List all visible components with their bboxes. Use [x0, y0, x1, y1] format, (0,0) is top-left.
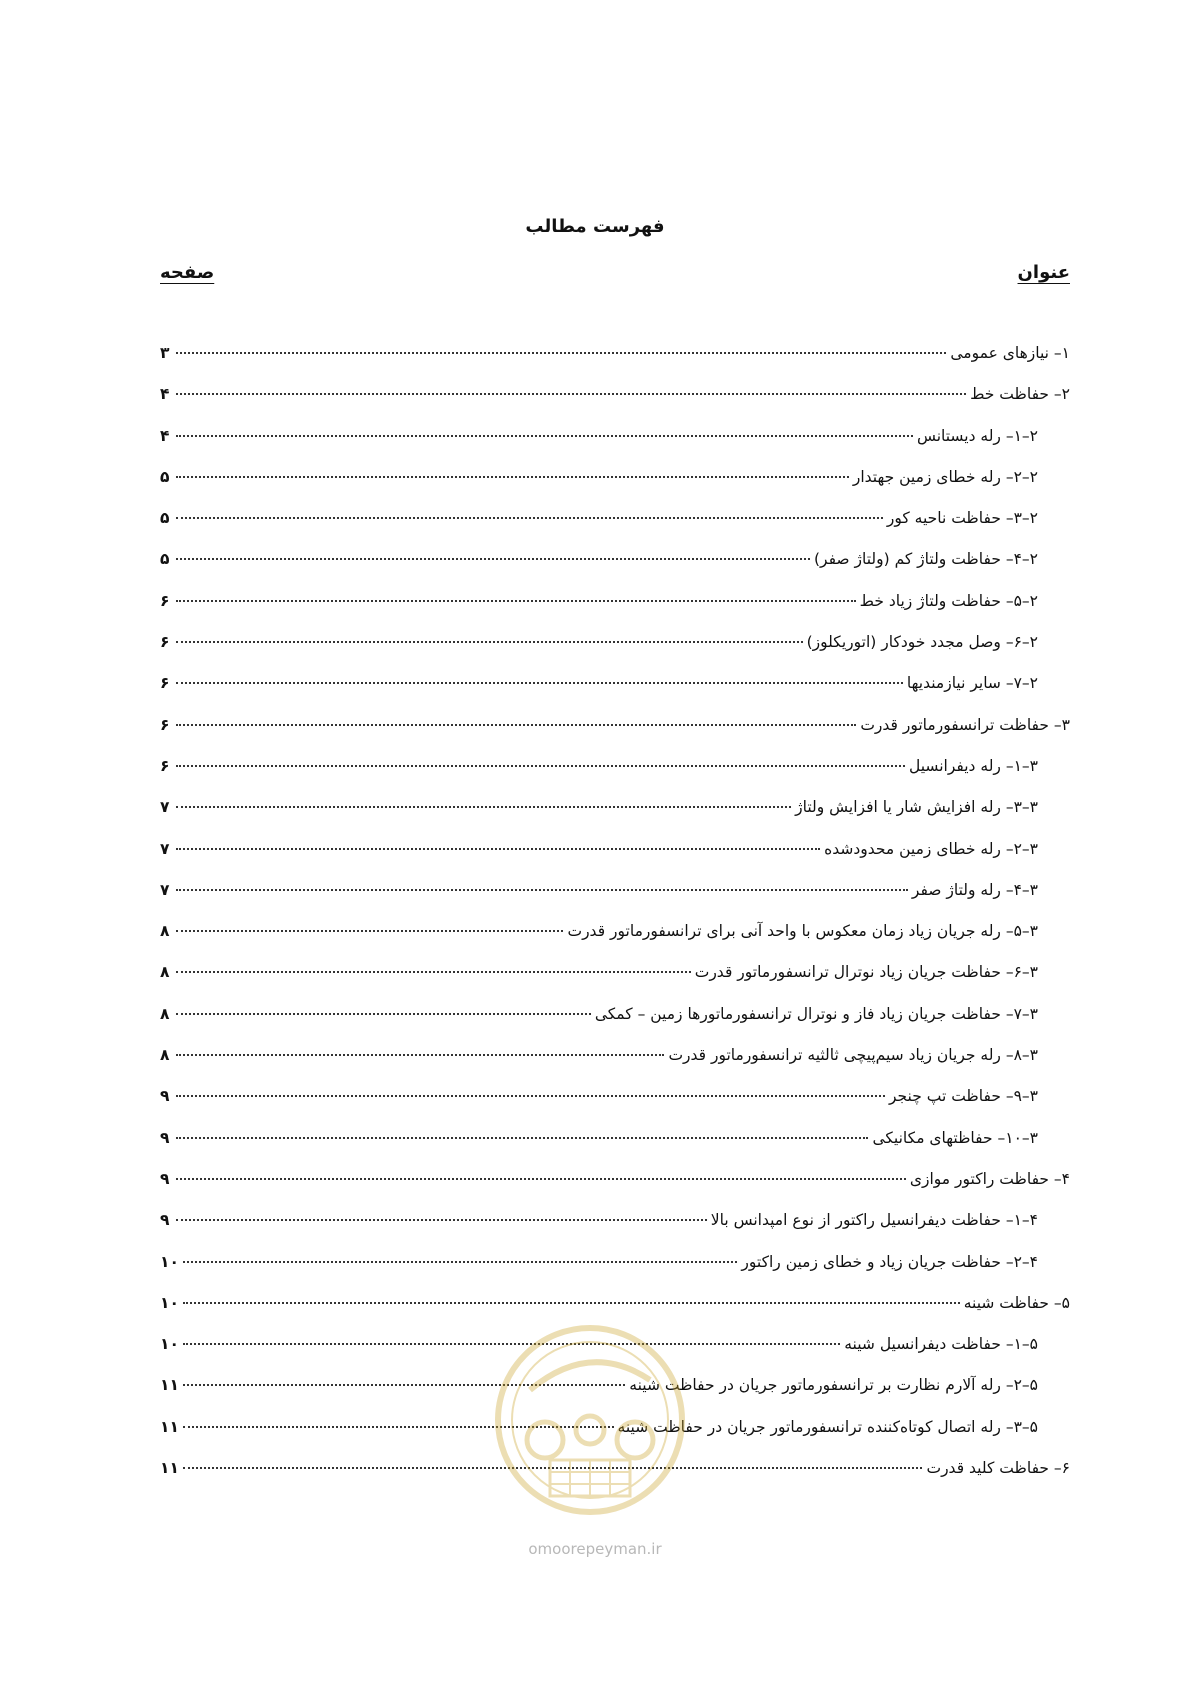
toc-entry-page: ۱۰ [160, 1293, 179, 1312]
toc-entry-title: ۳–۱– رله دیفرانسیل [908, 756, 1038, 775]
toc-entry [160, 1211, 1070, 1252]
toc-entry [160, 674, 1070, 715]
dot-leader [176, 558, 810, 560]
toc-entry [160, 344, 1070, 385]
toc-entry-page: ۵ [160, 509, 170, 528]
toc-entry [160, 798, 1070, 839]
toc-entry-title: ۳–۶– حفاظت جریان زیاد نوترال ترانسفورماتور قدرت [694, 963, 1038, 982]
toc-entry-title: ۲–۳– حفاظت ناحیه کور [886, 509, 1038, 528]
toc-entry-title: ۲–۷– سایر نیازمندیها [906, 674, 1038, 693]
toc-entry [160, 385, 1070, 426]
toc-entry-title: ۳–۹– حفاظت تپ چنجر [889, 1087, 1038, 1106]
watermark-stamp-icon [490, 1320, 690, 1520]
dot-leader [183, 1302, 960, 1304]
toc-entry-page: ۶ [160, 715, 170, 734]
toc-entry-page: ۱۰ [160, 1252, 179, 1271]
toc-entry-page: ۸ [160, 1046, 170, 1065]
dot-leader [176, 641, 803, 643]
toc-entry-title: ۲–۵– حفاظت ولتاژ زیاد خط [859, 591, 1038, 610]
toc-entry-title: ۳–۸– رله جریان زیاد سیم‌پیچی ثالثیه ترانسفورماتور قدرت [668, 1046, 1038, 1065]
toc-entry [160, 1129, 1070, 1170]
dot-leader [176, 476, 849, 478]
toc-entry-page: ۹ [160, 1128, 170, 1147]
toc-entry [160, 1253, 1070, 1294]
dot-leader [176, 682, 903, 684]
toc-entry-title: ۵–۲– رله آلارم نظارت بر ترانسفورماتور جریان در حفاظت شینه [629, 1376, 1038, 1395]
toc-entry [160, 550, 1070, 591]
toc-entry [160, 1170, 1070, 1211]
toc-entry-title: ۳–۱۰– حفاظتهای مکانیکی [872, 1128, 1038, 1147]
toc-entry-page: ۴ [160, 426, 170, 445]
toc-entry-page: ۵ [160, 550, 170, 569]
dot-leader [176, 724, 856, 726]
toc-entry-page: ۸ [160, 1004, 170, 1023]
toc-entry-title: ۳–۲– رله خطای زمین محدودشده [824, 839, 1038, 858]
toc-entry-title: ۲–۴– حفاظت ولتاژ کم (ولتاژ صفر) [813, 550, 1038, 569]
toc-entry-title: ۵– حفاظت شینه [963, 1293, 1070, 1312]
toc-entry-title: ۳–۳– رله افزایش شار یا افزایش ولتاژ [795, 798, 1038, 817]
dot-leader [176, 971, 691, 973]
toc-entry-title: ۶– حفاظت کلید قدرت [926, 1459, 1070, 1478]
toc-entry-page: ۹ [160, 1087, 170, 1106]
toc-entry-page: ۵ [160, 467, 170, 486]
toc-entry [160, 840, 1070, 881]
dot-leader [176, 765, 905, 767]
toc-entry-page: ۳ [160, 344, 170, 362]
dot-leader [176, 806, 791, 808]
toc-entry-page: ۸ [160, 963, 170, 982]
dot-leader [176, 393, 966, 395]
dot-leader [176, 1054, 664, 1056]
dot-leader [176, 517, 883, 519]
toc-entry [160, 922, 1070, 963]
toc-entry-title: ۳–۷– حفاظت جریان زیاد فاز و نوترال ترانسفورماتورها زمین – کمکی [594, 1004, 1038, 1023]
toc-entry [160, 468, 1070, 509]
toc-entry-page: ۴ [160, 385, 170, 404]
dot-leader [176, 1219, 707, 1221]
dot-leader [183, 1261, 738, 1263]
dot-leader [176, 889, 908, 891]
toc-entry-page: ۱۰ [160, 1335, 179, 1354]
toc-entry [160, 757, 1070, 798]
toc-entry-page: ۱۱ [160, 1459, 179, 1478]
toc-entry-page: ۱۱ [160, 1376, 179, 1395]
toc-entry-title: ۴– حفاظت راکتور موازی [909, 1169, 1070, 1188]
dot-leader [176, 1137, 868, 1139]
toc-entry [160, 592, 1070, 633]
toc-entry-page: ۱۱ [160, 1417, 179, 1436]
dot-leader [176, 435, 913, 437]
toc-entry [160, 881, 1070, 922]
toc-entry [160, 1087, 1070, 1128]
toc-entry-page: ۹ [160, 1211, 170, 1230]
dot-leader [176, 930, 563, 932]
toc-entry-title: ۳–۵– رله جریان زیاد زمان معکوس با واحد آنی برای ترانسفورماتور قدرت [567, 922, 1038, 941]
toc-entry-title: ۵–۱– حفاظت دیفرانسیل شینه [844, 1335, 1038, 1354]
toc-entry-page: ۷ [160, 798, 170, 817]
toc-entry-title: ۳– حفاظت ترانسفورماتور قدرت [860, 715, 1070, 734]
toc-entry-page: ۶ [160, 591, 170, 610]
toc-entry [160, 633, 1070, 674]
page-column-heading: صفحه [160, 262, 215, 283]
toc-entry-title: ۴–۲– حفاظت جریان زیاد و خطای زمین راکتور [741, 1252, 1038, 1271]
toc-entry-page: ۸ [160, 922, 170, 941]
dot-leader [176, 1095, 885, 1097]
toc-entry-page: ۹ [160, 1169, 170, 1188]
toc-entry [160, 1046, 1070, 1087]
toc-entry-title: ۲–۱– رله دیستانس [916, 426, 1038, 445]
toc-entry [160, 1005, 1070, 1046]
page-title: فهرست مطالب [525, 216, 665, 237]
watermark-url: omoorepeyman.ir [528, 1540, 662, 1558]
toc-entry-title: ۳–۴– رله ولتاژ صفر [911, 880, 1038, 899]
toc-entry-page: ۶ [160, 633, 170, 652]
dot-leader [176, 1013, 591, 1015]
toc-entry [160, 509, 1070, 550]
subject-column-heading: عنوان [1017, 262, 1070, 283]
toc-entry-title: ۲–۶– وصل مجدد خودکار (اتوریکلوز) [806, 633, 1038, 652]
toc-entry-title: ۲–۲– رله خطای زمین جهتدار [852, 467, 1038, 486]
toc-entry [160, 963, 1070, 1004]
toc-entry-title: ۵–۳– رله اتصال کوتاه‌کننده ترانسفورماتور جریان در حفاظت شینه [617, 1417, 1038, 1436]
toc-entry [160, 427, 1070, 468]
toc-entry-page: ۶ [160, 674, 170, 693]
toc-entry-title: ۲– حفاظت خط [970, 385, 1070, 404]
toc-entry [160, 716, 1070, 757]
toc-entry-title: ۱– نیازهای عمومی [950, 344, 1070, 362]
dot-leader [176, 848, 820, 850]
toc-entry-page: ۷ [160, 839, 170, 858]
dot-leader [176, 600, 856, 602]
toc-entry-title: ۴–۱– حفاظت دیفرانسیل راکتور از نوع امپدانس بالا [710, 1211, 1038, 1230]
toc-entry-page: ۶ [160, 756, 170, 775]
dot-leader [176, 1178, 906, 1180]
dot-leader [176, 352, 946, 354]
toc-entry-page: ۷ [160, 880, 170, 899]
